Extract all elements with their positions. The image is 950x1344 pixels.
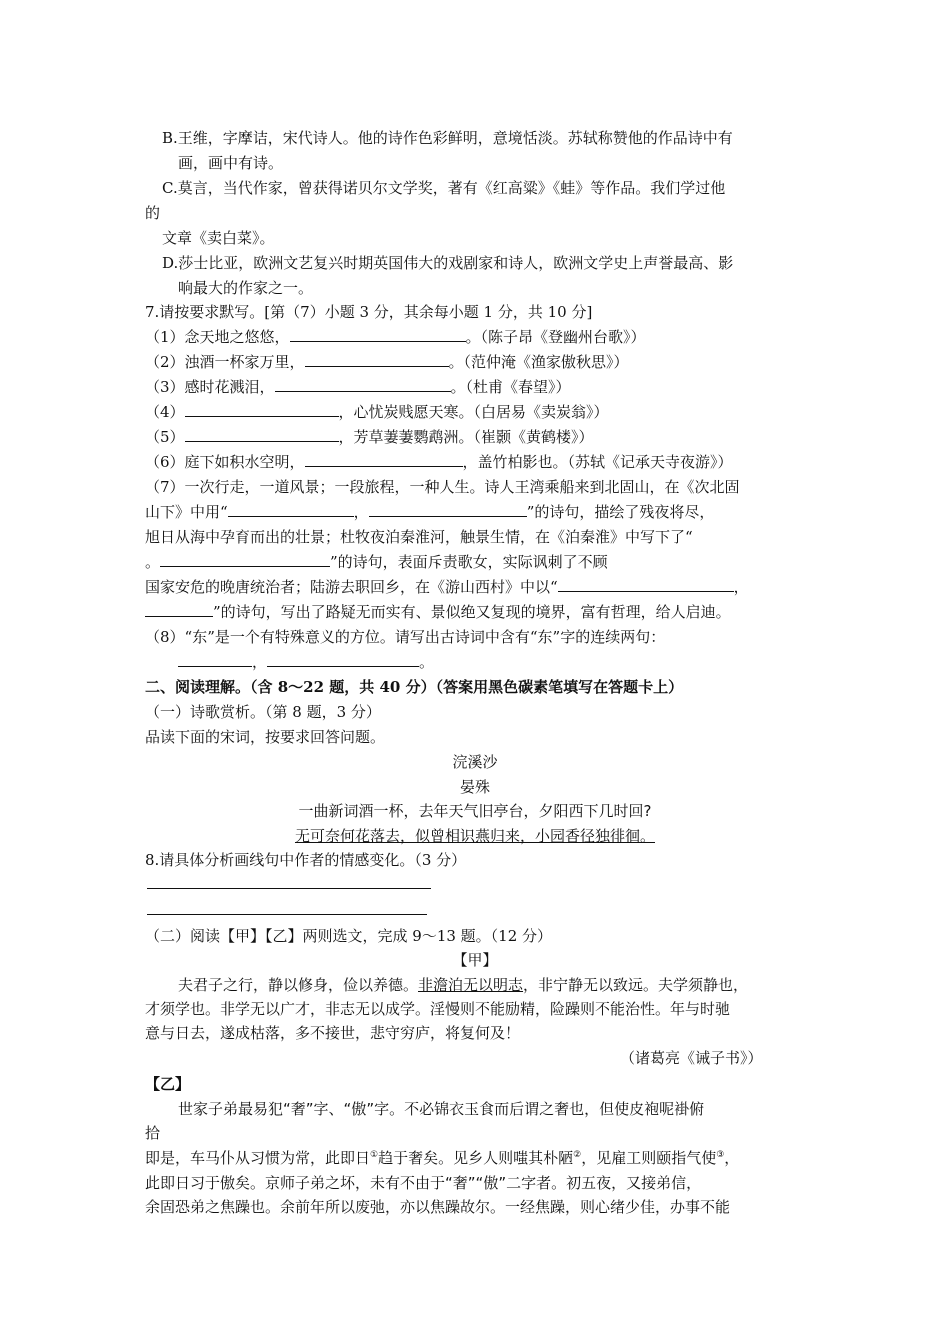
passage-jia-line2: 才须学也。非学无以广才，非志无以成学。淫慢则不能励精，险躁则不能治性。年与时驰	[145, 1000, 731, 1018]
option-c-line3: 文章《卖白菜》。	[162, 229, 275, 247]
answer-blank[interactable]	[185, 427, 339, 442]
passage-yi-line5: 余固恐弟之焦躁也。余前年所以废弛，亦以焦躁故尔。一经焦躁，则心绪少佳，办事不能	[145, 1198, 731, 1216]
passage-jia-source: （诸葛亮《诫子书》）	[620, 1049, 763, 1067]
poem-author: 晏殊	[459, 778, 490, 796]
answer-blank[interactable]	[145, 602, 213, 617]
answer-blank[interactable]	[275, 377, 451, 392]
footnote-marker: ②	[573, 1150, 582, 1160]
passage-yi-label: 【乙】	[145, 1075, 191, 1093]
section-2-part-1-heading: （一）诗歌赏析。（第 8 题，3 分）	[145, 703, 381, 721]
q7-item-7-line3: 旭日从海中孕育而出的壮景；杜牧夜泊秦淮河，触景生情，在《泊秦淮》中写下了“	[145, 528, 693, 546]
q7-item-7-line4: 。 ”的诗句，表面斥责歌女，实际讽刺了不顾	[145, 553, 608, 571]
answer-blank[interactable]	[305, 452, 463, 467]
answer-blank[interactable]	[558, 577, 734, 592]
answer-blank[interactable]	[290, 327, 466, 342]
q7-item-1: （1）念天地之悠悠， 。（陈子昂《登幽州台歌》）	[145, 328, 646, 346]
passage-jia-label: 【甲】	[452, 951, 498, 969]
q7-item-2: （2）浊酒一杯家万里， 。（范仲淹《渔家傲秋思》）	[145, 353, 629, 371]
poem-instructions: 品读下面的宋词，按要求回答问题。	[145, 728, 386, 746]
poem-line-1: 一曲新词酒一杯，去年天气旧亭台，夕阳西下几时回?	[298, 802, 652, 820]
option-b-line2: 画，画中有诗。	[178, 154, 284, 172]
q7-item-5: （5） ，芳草萋萋鹦鹉洲。（崔颢《黄鹤楼》）	[145, 428, 594, 446]
passage-yi-line3: 即是，车马仆从习惯为常，此即日①趋于奢矣。见乡人则嗤其朴陋②，见雇工则颐指气使③，	[145, 1149, 740, 1167]
q7-item-7-line1: （7）一次行走，一道风景；一段旅程，一种人生。诗人王湾乘船来到北固山，在《次北固	[145, 478, 740, 496]
q7-item-8-line2: ， 。	[178, 652, 434, 672]
footnote-marker: ③	[716, 1150, 725, 1160]
answer-blank[interactable]	[185, 402, 339, 417]
passage-yi-line1: 世家子弟最易犯“奢”字、“傲”字。不必锦衣玉食而后谓之奢也，但使皮袍呢褂俯	[178, 1100, 705, 1118]
underlined-sentence: 非澹泊无以明志	[418, 976, 524, 994]
q7-item-4: （4） ，心忧炭贱愿天寒。（白居易《卖炭翁》）	[145, 403, 609, 421]
section-2-heading: 二、阅读理解。（含 8～22 题，共 40 分）（答案用黑色碳素笔填写在答题卡上）	[145, 678, 684, 696]
passage-jia-line3: 意与日去，遂成枯落，多不接世，悲守穷庐，将复何及！	[145, 1024, 521, 1042]
passage-yi-line2: 拾	[145, 1124, 161, 1142]
answer-blank[interactable]	[305, 352, 449, 367]
q7-item-7-line5: 国家安危的晚唐统治者；陆游去职回乡，在《游山西村》中以“ ，	[145, 578, 749, 596]
option-c-line1: C.莫言，当代作家，曾获得诺贝尔文学奖，著有《红高粱》《蛙》等作品。我们学过他	[162, 179, 726, 197]
section-2-part-2-heading: （二）阅读【甲】【乙】两则选文，完成 9～13 题。（12 分）	[145, 927, 553, 945]
answer-blank[interactable]	[160, 552, 330, 567]
passage-jia-line1: 夫君子之行，静以修身，俭以养德。非澹泊无以明志，非宁静无以致远。夫学须静也，	[178, 976, 749, 994]
option-d-line2: 响最大的作家之一。	[178, 279, 314, 297]
q7-item-7-line6: ”的诗句，写出了路疑无而实有、景似绝又复现的境界，富有哲理，给人启迪。	[145, 602, 731, 622]
answer-line[interactable]	[147, 914, 427, 915]
option-b-line1: B.王维，字摩诘，宋代诗人。他的诗作色彩鲜明，意境恬淡。苏轼称赞他的作品诗中有	[162, 129, 733, 147]
passage-yi-line4: 此即日习于傲矣。京师子弟之坏，未有不由于“奢”“傲”二字者。初五夜，又接弟信，	[145, 1174, 702, 1192]
answer-blank[interactable]	[178, 652, 252, 667]
q7-item-8-line1: （8）“东”是一个有特殊意义的方位。请写出古诗词中含有“东”字的连续两句：	[145, 628, 666, 646]
q7-item-7-line2: 山下》中用“ ， ”的诗句，描绘了残夜将尽，	[145, 503, 715, 521]
answer-line[interactable]	[147, 888, 431, 889]
footnote-marker: ①	[370, 1150, 379, 1160]
poem-title: 浣溪沙	[452, 753, 498, 771]
answer-blank[interactable]	[369, 502, 527, 517]
q7-item-6: （6）庭下如积水空明， ，盖竹柏影也。（苏轼《记承天寺夜游》）	[145, 453, 733, 471]
answer-blank[interactable]	[267, 652, 419, 667]
q7-item-3: （3）感时花溅泪， 。（杜甫《春望》）	[145, 378, 571, 396]
question-8: 8.请具体分析画线句中作者的情感变化。（3 分）	[145, 851, 467, 869]
poem-line-2-underlined: 无可奈何花落去，似曾相识燕归来，小园香径独徘徊。	[294, 827, 655, 845]
option-c-line2: 的	[145, 204, 161, 222]
q7-heading: 7.请按要求默写。[第（7）小题 3 分，其余每小题 1 分，共 10 分]	[145, 303, 593, 321]
answer-blank[interactable]	[228, 502, 354, 517]
option-d-line1: D.莎士比亚，欧洲文艺复兴时期英国伟大的戏剧家和诗人，欧洲文学史上声誉最高、影	[162, 254, 734, 272]
